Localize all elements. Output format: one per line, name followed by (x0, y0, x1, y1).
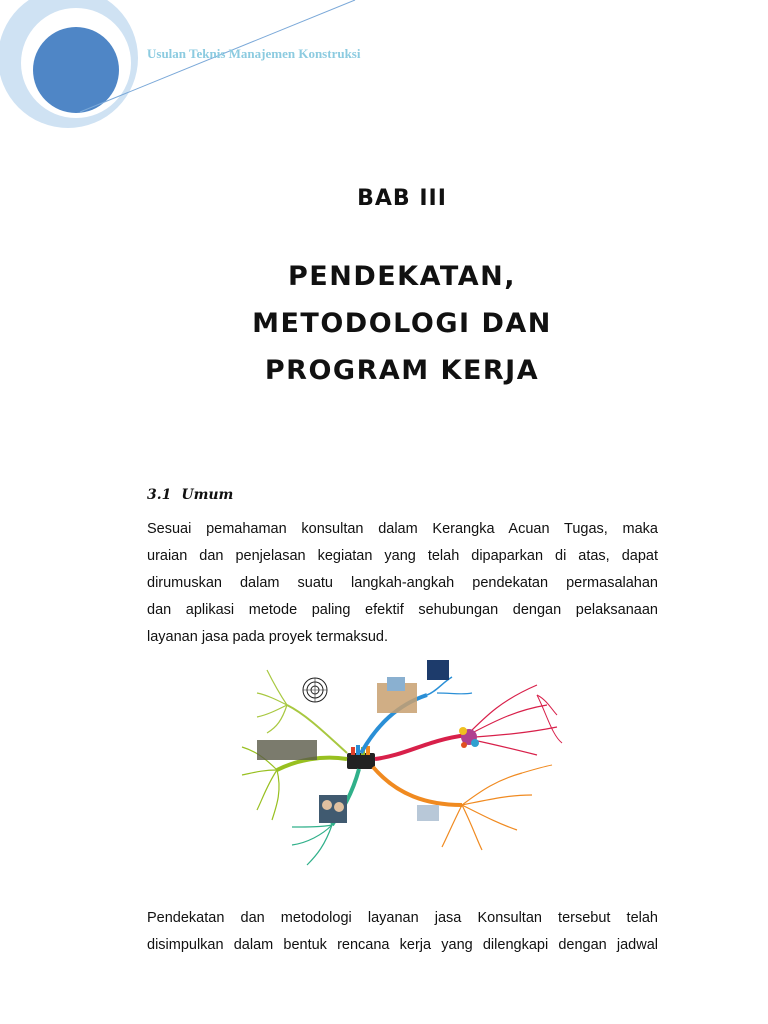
body-paragraph-1 (147, 516, 658, 651)
chapter-title-line: METODOLOGI DAN (252, 308, 552, 339)
mind-map-target-icon (303, 678, 327, 702)
paragraph-line: layanan jasa pada proyek termaksud. (147, 629, 389, 645)
paragraph-line: Pendekatan dan metodologi layanan jasa Konsultan tersebut telah (147, 910, 658, 926)
mind-map-branch-bottom-right (373, 767, 462, 805)
paragraph-line: Sesuai pemahaman konsultan dalam Kerangka Acuan Tugas, maka (147, 521, 658, 537)
mind-map-photo (417, 805, 439, 821)
section-number: 3.1 (147, 487, 172, 503)
header-circle-decoration (0, 0, 360, 130)
mind-map-photo (257, 740, 317, 760)
body-paragraph-2 (147, 905, 658, 959)
paragraph-line: dirumuskan dalam suatu langkah-angkah pendekatan permasalahan (147, 575, 658, 591)
running-header-title: Usulan Teknis Manajemen Konstruksi (147, 46, 361, 61)
mind-map-figure (237, 655, 572, 875)
mind-map-branch-right (375, 735, 467, 759)
chapter-title-line: PROGRAM KERJA (264, 355, 540, 386)
section-heading (147, 487, 233, 503)
chapter-title-line: PENDEKATAN, (288, 261, 516, 292)
chapter-label: BAB III (357, 186, 447, 211)
chapter-title (0, 253, 768, 394)
paragraph-line: disimpulkan dalam bentuk rencana kerja yang dilengkapi dengan jadwal (147, 937, 658, 953)
mind-map-center-node (347, 753, 375, 769)
mind-map-photo (427, 660, 449, 680)
section-title: Umum (181, 487, 234, 503)
paragraph-line: dan aplikasi metode paling efektif sehubungan dengan pelaksanaan (147, 602, 658, 618)
paragraph-line: uraian dan penjelasan kegiatan yang telah dipaparkan di atas, dapat (147, 548, 658, 564)
